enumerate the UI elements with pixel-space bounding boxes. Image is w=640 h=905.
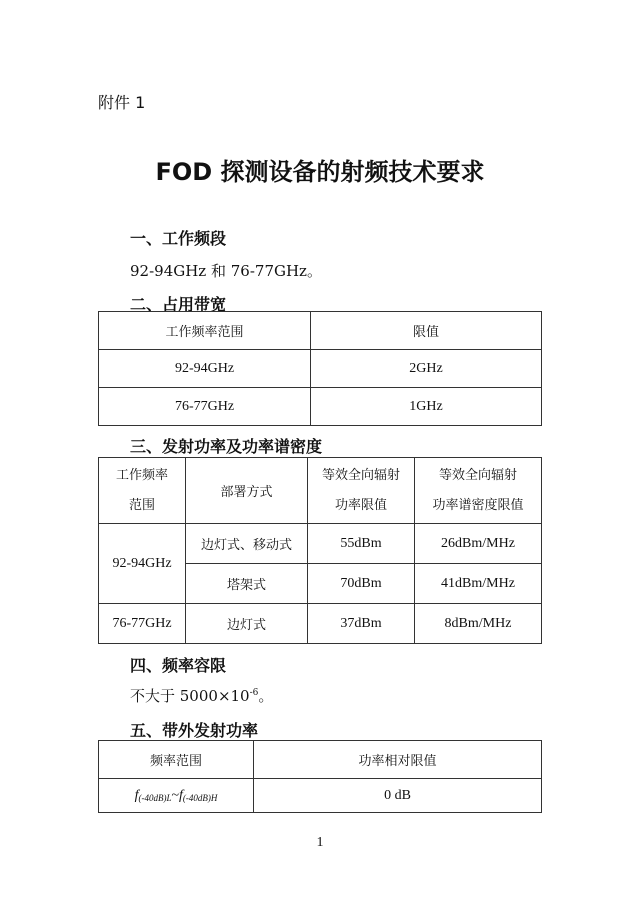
table-cell: 1GHz bbox=[311, 388, 542, 426]
section-3-heading: 三、发射功率及功率谱密度 bbox=[130, 437, 323, 456]
table-header: 工作频率范围 bbox=[99, 312, 311, 350]
page-number: 1 bbox=[316, 835, 324, 850]
header-line: 功率谱密度限值 bbox=[432, 497, 524, 513]
header-line: 等效全向辐射 bbox=[438, 467, 517, 483]
table-header bbox=[308, 458, 415, 524]
attachment-label: 附件 1 bbox=[98, 93, 146, 112]
tolerance-end: 。 bbox=[258, 687, 274, 705]
table-header: 频率范围 bbox=[99, 741, 254, 779]
table-cell: 70dBm bbox=[308, 564, 415, 604]
section-1-text: 92-94GHz 和 76-77GHz。 bbox=[130, 262, 322, 280]
table-header: 功率相对限值 bbox=[254, 741, 542, 779]
tolerance-exponent: -6 bbox=[249, 688, 259, 698]
bandwidth-table bbox=[98, 311, 542, 426]
out-of-band-table bbox=[98, 740, 542, 813]
document-title: FOD 探测设备的射频技术要求 bbox=[155, 158, 485, 186]
power-table bbox=[98, 457, 542, 644]
section-5-heading: 五、带外发射功率 bbox=[130, 721, 259, 740]
tilde: ~ bbox=[171, 787, 180, 803]
table-header: 部署方式 bbox=[186, 458, 308, 524]
f-symbol: f bbox=[179, 787, 183, 803]
table-header: 限值 bbox=[311, 312, 542, 350]
table-cell: 92-94GHz bbox=[99, 350, 311, 388]
table-cell: 76-77GHz bbox=[99, 388, 311, 426]
table-cell: 37dBm bbox=[308, 604, 415, 644]
table-cell: 边灯式 bbox=[186, 604, 308, 644]
section-4-text bbox=[130, 685, 273, 706]
table-cell: 92-94GHz bbox=[99, 524, 186, 604]
header-line: 等效全向辐射 bbox=[321, 467, 400, 483]
table-header bbox=[415, 458, 542, 524]
table-header bbox=[99, 458, 186, 524]
table-cell: 55dBm bbox=[308, 524, 415, 564]
header-line: 范围 bbox=[128, 497, 155, 513]
table-cell: 0 dB bbox=[254, 779, 542, 813]
table-cell: 76-77GHz bbox=[99, 604, 186, 644]
table-cell: 边灯式、移动式 bbox=[186, 524, 308, 564]
section-1-heading: 一、工作频段 bbox=[130, 229, 227, 248]
section-4-heading: 四、频率容限 bbox=[130, 656, 227, 675]
table-cell: 8dBm/MHz bbox=[415, 604, 542, 644]
tolerance-value: 不大于 5000×10 bbox=[130, 687, 250, 705]
section-2-heading: 二、占用带宽 bbox=[130, 295, 227, 314]
f-symbol: f bbox=[134, 787, 139, 803]
table-cell: 塔架式 bbox=[186, 564, 308, 604]
f-subscript: (-40dB)L bbox=[138, 792, 172, 803]
header-line: 工作频率 bbox=[115, 467, 168, 483]
f-subscript: (-40dB)H bbox=[182, 792, 218, 803]
table-cell: 41dBm/MHz bbox=[415, 564, 542, 604]
header-line: 功率限值 bbox=[334, 497, 387, 513]
table-cell-freq-range bbox=[99, 779, 254, 813]
table-cell: 2GHz bbox=[311, 350, 542, 388]
table-cell: 26dBm/MHz bbox=[415, 524, 542, 564]
